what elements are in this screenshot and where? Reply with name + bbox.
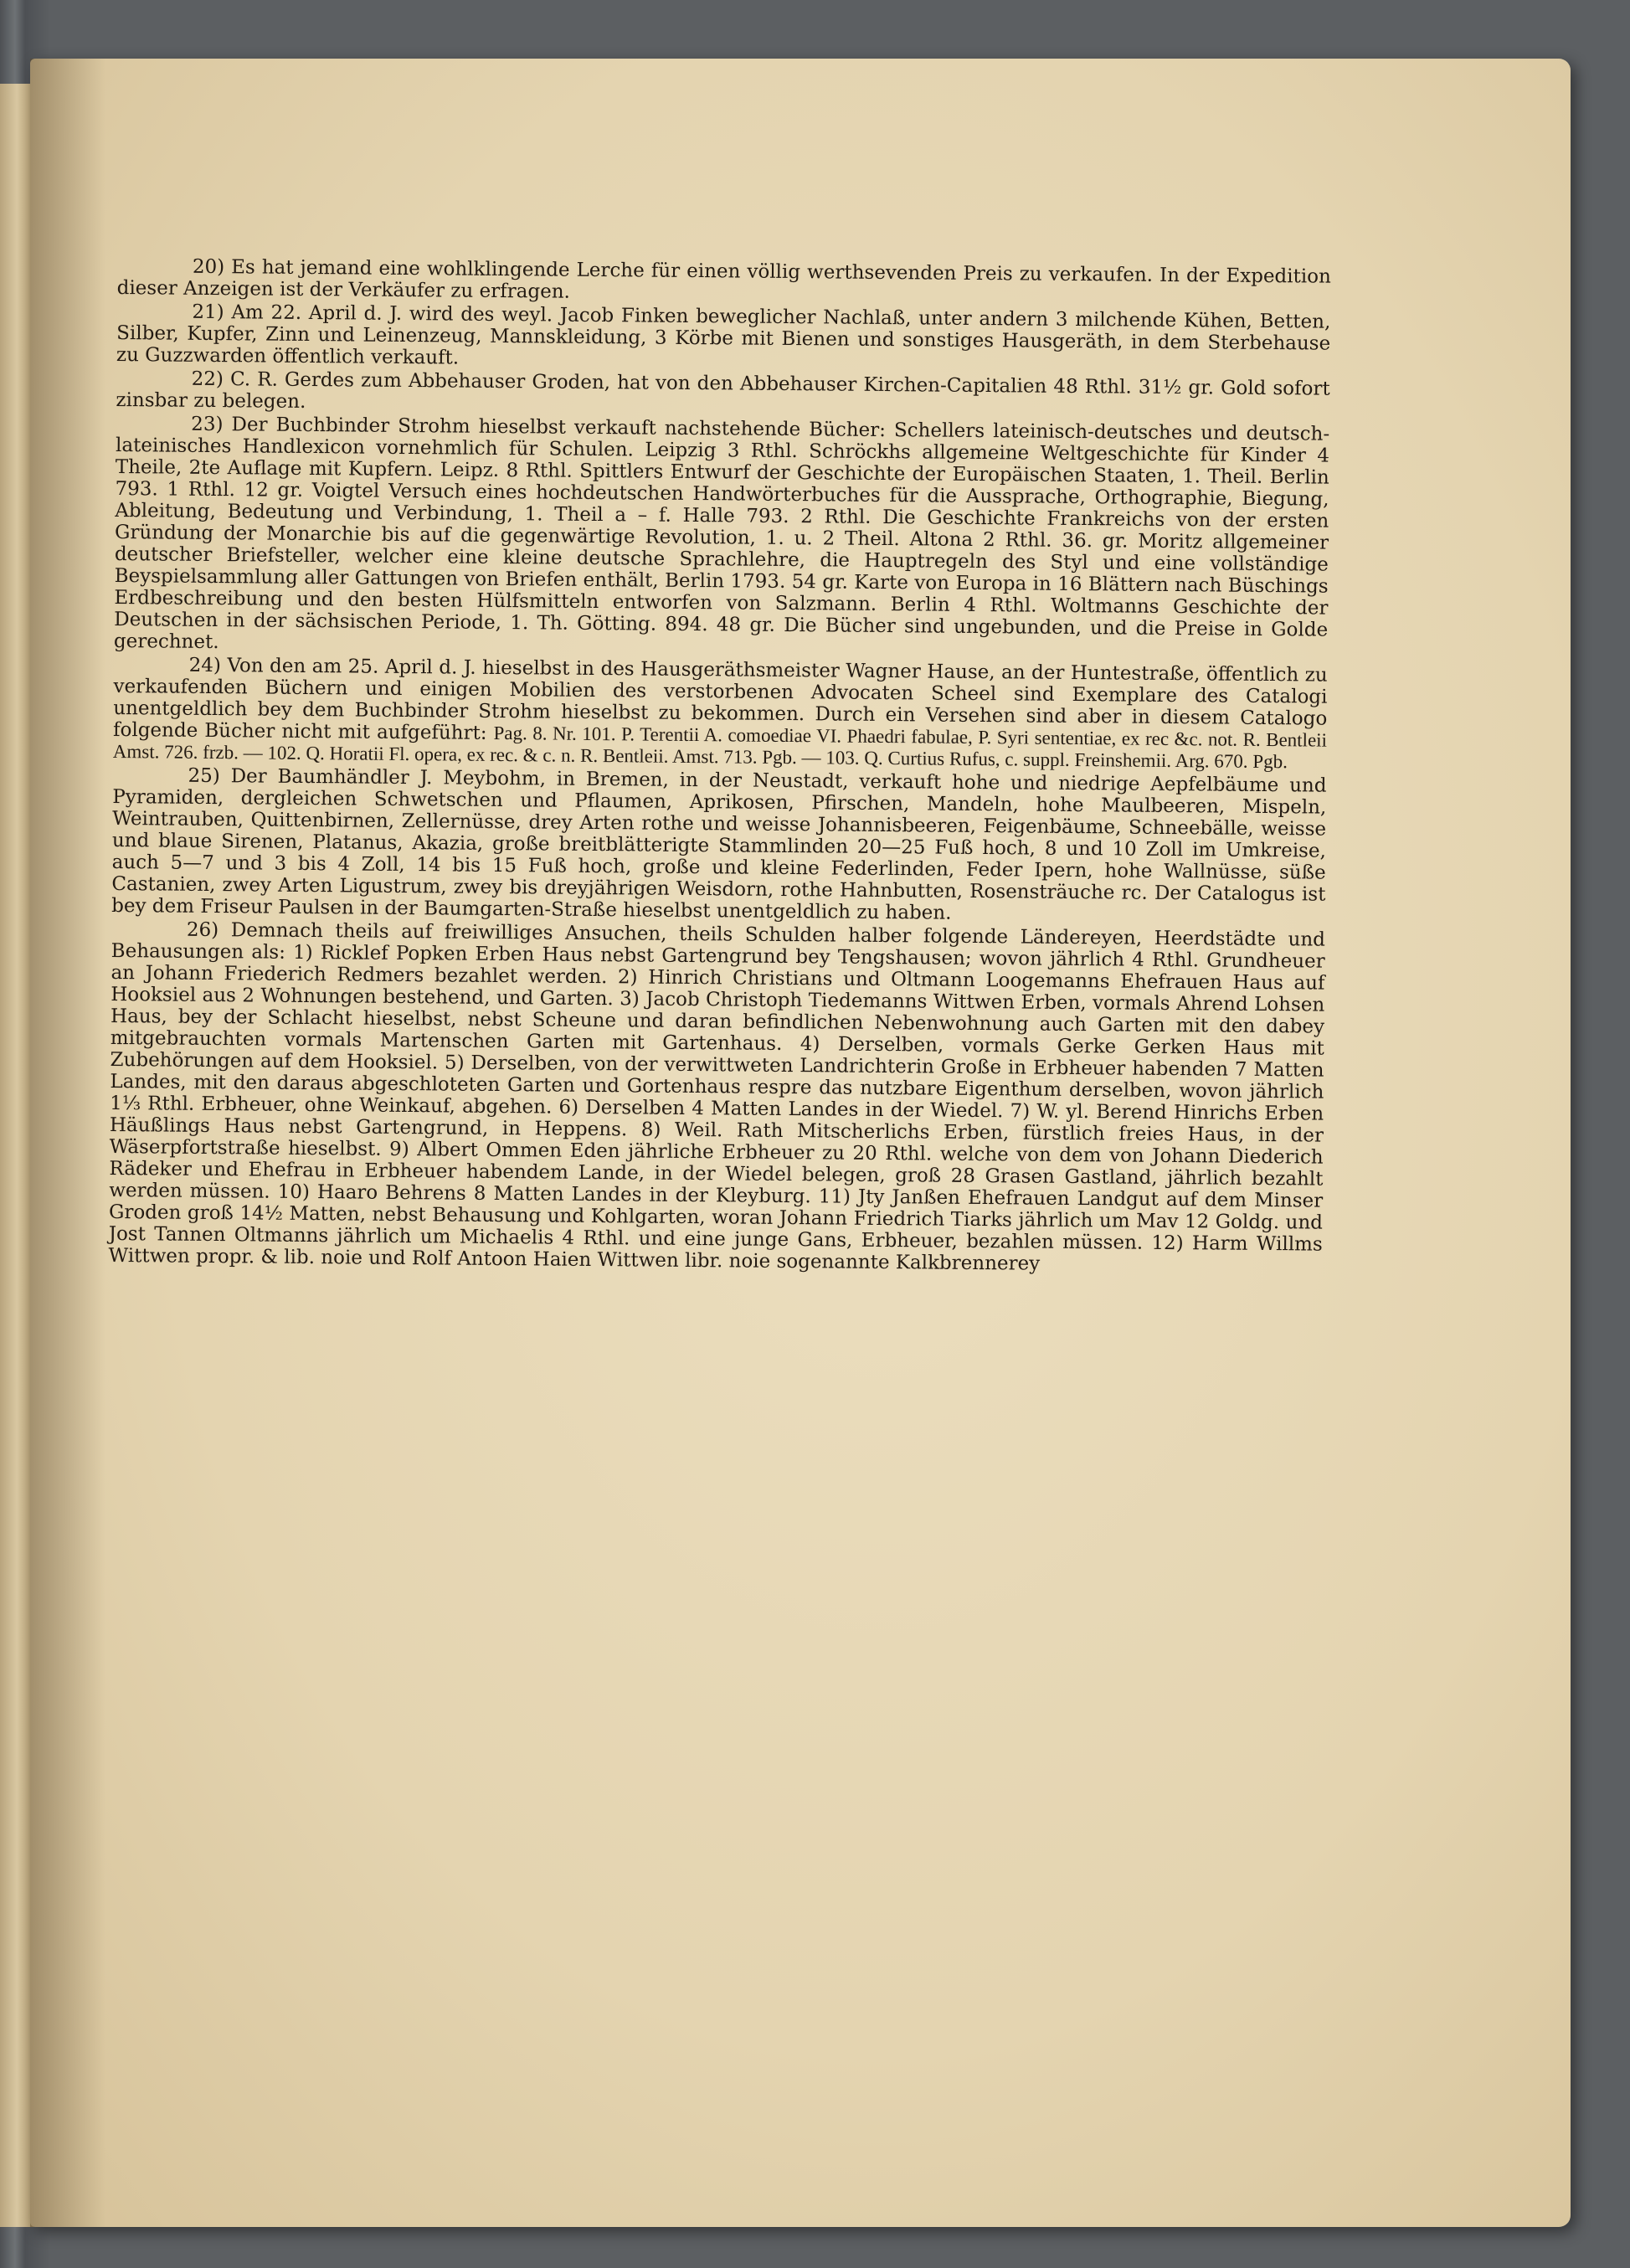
entry-24 [113,654,1328,774]
entry-22: 22) C. R. Gerdes zum Abbehauser Groden, hat von den Abbehauser Kirchen-Capitalien 48 Rthl. 31½ gr. Gold sofort zinsbar zu belegen. [116,368,1330,413]
entry-26: 26) Demnach theils auf freiwilliges Ansuchen, theils Schulden halber folgende Ländereyen, Heerdstädte und Behausungen als: 1) Ricklef Popken Erben Haus nebst Gartengrund bey Tengshausen; wovon jährlich 4 Rthl. Grundheuer an Johann Friederich Redmers bezahlet werden. 2) Hinrich Christians und Oltmann Loogemanns Ehefrauen Haus auf Hooksiel aus 2 Wohnungen bestehend, und Garten. 3) Jacob Christoph Tiedemanns Wittwen Erben, vormals Ahrend Lohsen Haus, bey der Schlacht hieselbst, nebst Scheune und daran befindlichen Nebenwohnung auch Garten mit den dabey mitgebrauchten vormals Martenschen Garten mit Gartenhaus. 4) Derselben, vormals Gerke Gerken Haus mit Zubehörungen auf dem Hooksiel. 5) Derselben, von der verwittweten Landrichterin Große in Erbheuer habenden 7 Matten Landes, mit den daraus abgeschloteten Garten und Gortenhaus respre das nutzbare Eigenthum derselben, wovon jährlich 1⅓ Rthl. Erbheuer, ohne Weinkauf, abgehen. 6) Derselben 4 Matten Landes in der Wiedel. 7) W. yl. Berend Hinrichs Erben Häußlings Haus nebst Gartengrund, in Heppens. 8) Weil. Rath Mitscherlichs Erben, fürstlich freies Haus, in der Wäserpfortstraße hieselbst. 9) Albert Ommen Eden jährliche Erbheuer zu 20 Rthl. welche von dem von Johann Diederich Rädeker und Ehefrau in Erbheuer habendem Lande, in der Wiedel belegen, groß 28 Grasen Gastland, jährlich bezahlt werden müssen. 10) Haaro Behrens 8 Matten Landes in der Kleyburg. 11) Jty Janßen Ehefrauen Landgut auf dem Minser Groden groß 14½ Matten, nebst Behausung und Kohlgarten, woran Johann Friedrich Tiarks jährlich um Mav 12 Goldg. und Jost Tannen Oltmanns jährlich um Michaelis 4 Rthl. und eine junge Gans, Erbheuer, bezahlen müssen. 12) Harm Willms Wittwen propr. & lib. noie und Rolf Antoon Haien Wittwen libr. noie sogenannte Kalkbrennerey [108,918,1326,1275]
page-text [108,255,1331,1279]
entry-24-german: 24) Von den am 25. April d. J. hieselbst in des Hausgeräthsmeister Wagner Hause, an der Huntestraße, öffentlich zu verkaufenden Büchern und einigen Mobilien des verstorbenen Advocaten Scheel sind Exemplare des Catalogi unentgeldlich bey dem Buchbinder Strohm hieselbst zu bekommen. Durch ein Versehen sind aber in diesem Catalogo folgende Bücher nicht mit aufgeführt: [112,654,1328,744]
entry-23: 23) Der Buchbinder Strohm hieselbst verkauft nachstehende Bücher: Schellers lateinisch-deutsches und deutsch-lateinisches Handlexicon vornehmlich für Schulen. Leipzig 3 Rthl. Schröckhs allgemeine Weltgeschichte für Kinder 4 Theile, 2te Auflage mit Kupfern. Leipz. 8 Rthl. Spittlers Entwurf der Geschichte der Europäischen Staaten, 1. Theil. Berlin 793. 1 Rthl. 12 gr. Voigtel Versuch eines hochdeutschen Handwörterbuches für die Aussprache, Orthographie, Biegung, Ableitung, Bedeutung und Verbindung, 1. Theil a – f. Halle 793. 2 Rthl. Die Geschichte Frankreichs von der ersten Gründung der Monarchie bis auf die gegenwärtige Revolution, 1. u. 2 Theil. Altona 2 Rthl. 36. gr. Moritz allgemeiner deutscher Briefsteller, welcher eine kleine deutsche Sprachlehre, die Hauptregeln des Styl und eine vollständige Beyspielsammlung aller Gattungen von Briefen enthält, Berlin 1793. 54 gr. Karte von Europa in 16 Blättern nach Büschings Erdbeschreibung und den besten Hülfsmitteln entworfen von Salzmann. Berlin 4 Rthl. Woltmanns Geschichte der Deutschen in der sächsischen Periode, 1. Th. Götting. 894. 48 gr. Die Bücher sind ungebunden, und die Preise in Golde gerechnet. [113,413,1330,654]
entry-21: 21) Am 22. April d. J. wird des weyl. Jacob Finken beweglicher Nachlaß, unter andern 3 milchende Kühen, Betten, Silber, Kupfer, Zinn und Leinenzeug, Mannskleidung, 3 Körbe mit Bienen und sonstiges Hausgeräth, in dem Sterbehause zu Guzzwarden öffentlich verkauft. [116,301,1331,369]
entry-25: 25) Der Baumhändler J. Meybohm, in Bremen, in der Neustadt, verkauft hohe und niedrige Aepfelbäume und Pyramiden, dergleichen Schwetschen und Pflaumen, Aprikosen, Pfirschen, Mandeln, hohe Maulbeeren, Mispeln, Weintrauben, Quittenbirnen, Zellernüsse, drey Arten rothe und weisse Johannisbeeren, Feigenbäume, Schneebälle, weisse und blaue Sirenen, Platanus, Akazia, große breitblätterigte Stammlinden 20—25 Fuß hoch, 8 und 10 Zoll im Umkreise, auch 5—7 und 3 bis 4 Zoll, 14 bis 15 Fuß hoch, große und kleine Federlinden, Feder Ipern, hohe Wallnüsse, süße Castanien, zwey Arten Ligustrum, zwey bis dreyjährigen Weisdorn, rothe Hahnbutten, Rosensträuche rc. Der Catalogus ist bey dem Friseur Paulsen in der Baumgarten-Straße hieselbst unentgeldlich zu haben. [111,764,1327,924]
opposite-page-edge [0,84,33,2227]
entry-20: 20) Es hat jemand eine wohlklingende Lerche für einen völlig werthsevenden Preis zu verkaufen. In der Expedition dieser Anzeigen ist der Verkäufer zu erfragen. [116,255,1331,303]
gutter-shadow [30,59,105,2227]
entry-24-latin-booklist: Pag. 8. Nr. 101. P. Terentii A. comoediae VI. Phaedri fabulae, P. Syri sententiae, ex rec &c. not. R. Bentleii Amst. 726. frzb. — 102. Q. Horatii Fl. opera, ex rec. & c. n. R. Bentleii. Amst. 713. Pgb. — 103. Q. Curtius Rufus, c. suppl. Freinshemii. Arg. 670. Pgb. [112,722,1328,773]
